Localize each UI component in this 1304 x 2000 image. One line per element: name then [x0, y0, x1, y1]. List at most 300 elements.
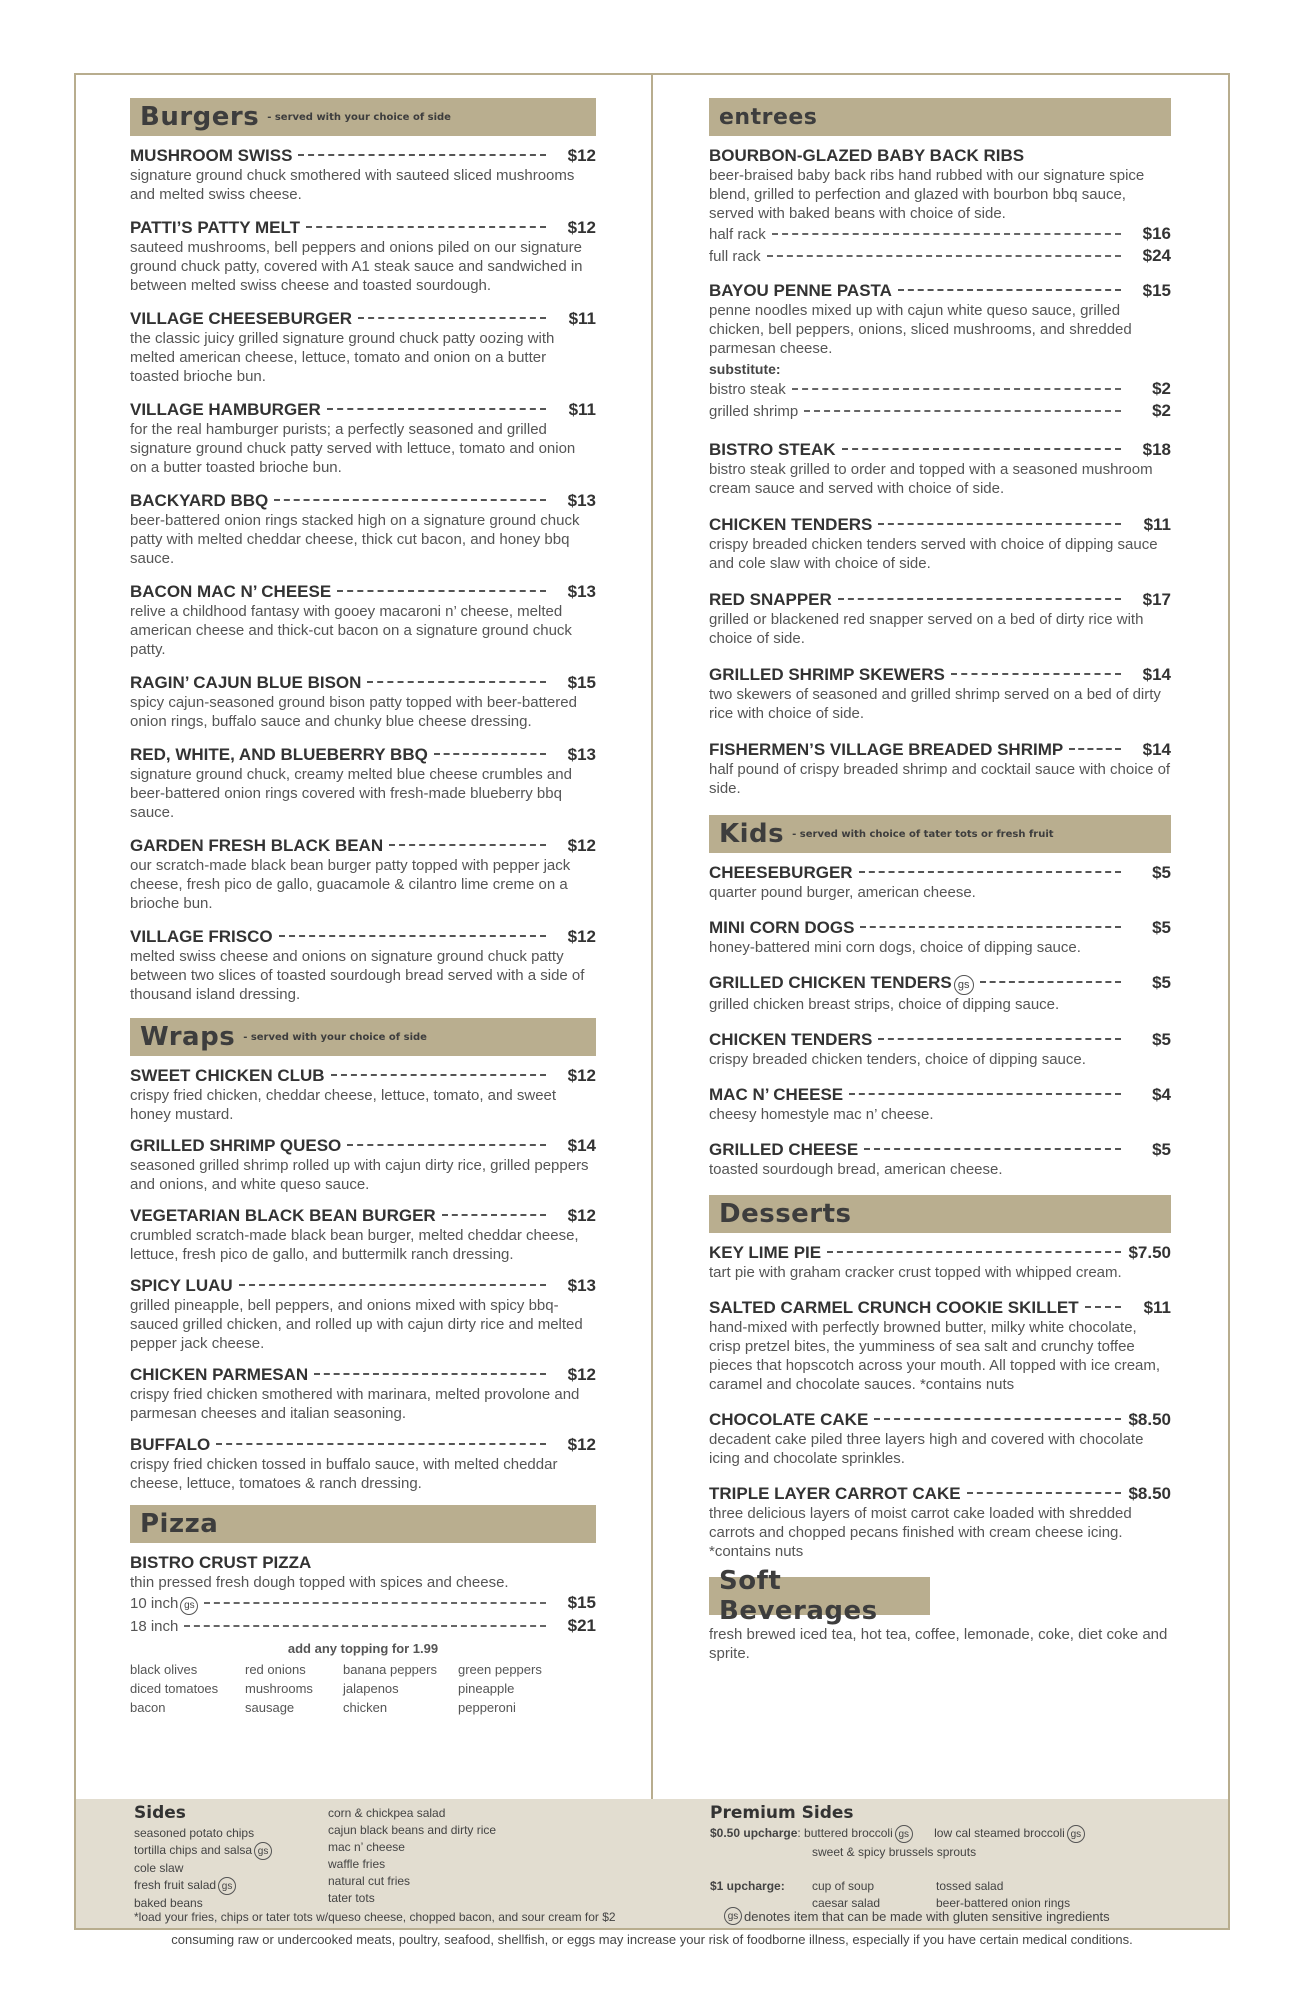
- menu-item-desc: beer-battered onion rings stacked high on a signature ground chuck patty with melted cheddar cheese, thick cut bacon, and honey bbq sauce.: [130, 512, 580, 567]
- menu-item-name: CHOCOLATE CAKE: [709, 1410, 869, 1429]
- menu-item-price: $12: [567, 927, 596, 946]
- menu-item-desc: tart pie with graham cracker crust topped with whipped cream.: [709, 1264, 1122, 1281]
- entrees-list: [709, 440, 1171, 798]
- leader-dots: [216, 1443, 546, 1445]
- menu-item-head: [130, 1206, 596, 1226]
- menu-item-name: GRILLED SHRIMP SKEWERS: [709, 665, 945, 684]
- menu-item-price: $14: [567, 1136, 596, 1155]
- menu-item-name: TRIPLE LAYER CARROT CAKE: [709, 1484, 961, 1503]
- menu-item-name: GRILLED SHRIMP QUESO: [130, 1136, 342, 1155]
- sides-column-1: [134, 1825, 272, 1912]
- leader-dots: [434, 753, 546, 755]
- pizza-desc: thin pressed fresh dough topped with spices and cheese.: [130, 1574, 509, 1591]
- entrees-title: entrees: [719, 104, 818, 130]
- menu-item-price: $12: [567, 146, 596, 165]
- premium-row-1: [710, 1825, 1085, 1843]
- leader-dots: [874, 1418, 1121, 1420]
- ribs-price2: $24: [1142, 246, 1171, 265]
- health-disclaimer: consuming raw or undercooked meats, poultry, seafood, shellfish, or eggs may increase your risk of foodborne illness, especially if you have certain medical conditions.: [171, 1932, 1133, 1947]
- burgers-banner: [130, 98, 596, 136]
- ribs-opt1: half rack: [709, 226, 766, 243]
- leader-dots: [838, 598, 1121, 600]
- left-column: [130, 98, 596, 1719]
- menu-item: [709, 918, 1171, 957]
- leader-dots: [1069, 748, 1121, 750]
- leader-dots: [849, 1093, 1121, 1095]
- menu-item: [130, 309, 596, 386]
- menu-item-name: CHICKEN TENDERS: [709, 1030, 873, 1049]
- menu-item-desc: grilled chicken breast strips, choice of dipping sauce.: [709, 996, 1060, 1013]
- menu-item-desc: honey-battered mini corn dogs, choice of dipping sauce.: [709, 939, 1081, 956]
- menu-item-name: MUSHROOM SWISS: [130, 146, 293, 165]
- menu-item-head: [709, 515, 1171, 535]
- menu-item: [130, 146, 596, 204]
- menu-item-desc: crispy fried chicken smothered with marinara, melted provolone and parmesan cheeses and italian seasoning.: [130, 1386, 580, 1422]
- menu-item-price: $5: [1152, 973, 1171, 992]
- ribs-price1: $16: [1142, 224, 1171, 243]
- menu-item: [709, 740, 1171, 798]
- menu-item-head: [130, 218, 596, 238]
- menu-item-desc: the classic juicy grilled signature ground chuck patty oozing with melted american cheese, lettuce, tomato and onion on a butter toasted brioche bun.: [130, 330, 555, 385]
- menu-item-name: FISHERMEN’S VILLAGE BREADED SHRIMP: [709, 740, 1064, 759]
- menu-item-name: MAC N’ CHEESE: [709, 1085, 844, 1104]
- menu-item: [130, 218, 596, 295]
- menu-item-price: $12: [567, 836, 596, 855]
- leader-dots: [864, 1148, 1121, 1150]
- penne-opt1: bistro steak: [709, 381, 786, 398]
- menu-item: [709, 665, 1171, 723]
- leader-dots: [951, 673, 1121, 675]
- leader-dots: [792, 388, 1121, 390]
- wraps-title: Wraps: [140, 1022, 236, 1052]
- premium-item: sweet & spicy brussels sprouts: [812, 1845, 977, 1859]
- leader-dots: [204, 1602, 546, 1604]
- wraps-list: [130, 1066, 596, 1493]
- menu-item-price: $18: [1142, 440, 1171, 459]
- menu-item-price: $15: [567, 673, 596, 692]
- side-item-label: cole slaw: [134, 1861, 184, 1875]
- column-divider: [651, 73, 653, 1799]
- menu-item: [709, 1243, 1171, 1282]
- menu-item-price: $8.50: [1128, 1484, 1171, 1503]
- premium-item: low cal steamed broccoli: [934, 1826, 1065, 1841]
- menu-item-name: CHEESEBURGER: [709, 863, 853, 882]
- wraps-banner: [130, 1018, 596, 1056]
- menu-item-desc: our scratch-made black bean burger patty topped with pepper jack cheese, fresh pico de gallo, guacamole & cilantro lime creme on a brioche bun.: [130, 857, 571, 912]
- side-item: cajun black beans and dirty rice: [328, 1823, 497, 1837]
- ribs-desc: beer-braised baby back ribs hand rubbed with our signature spice blend, grilled to perfection and glazed with bourbon bbq sauce, served with baked beans with choice of side.: [709, 167, 1145, 222]
- menu-item-name: KEY LIME PIE: [709, 1243, 822, 1262]
- premium-upcharge-1: $0.50 upcharge: [710, 1826, 798, 1841]
- burgers-title: Burgers: [140, 102, 260, 132]
- menu-item: [130, 745, 596, 822]
- menu-item-price: $5: [1152, 1030, 1171, 1049]
- topping-item: jalapenos: [343, 1680, 399, 1696]
- menu-item: [130, 1066, 596, 1124]
- penne-opt2: grilled shrimp: [709, 403, 799, 420]
- menu-item-name: RAGIN’ CAJUN BLUE BISON: [130, 673, 362, 692]
- pizza-size1-label: 10 inch: [130, 1595, 179, 1612]
- menu-item: [130, 582, 596, 659]
- menu-item-head: [709, 665, 1171, 685]
- leader-dots: [827, 1251, 1121, 1253]
- kids-title: Kids: [719, 819, 785, 849]
- menu-item: [130, 1365, 596, 1423]
- side-item-label: tortilla chips and salsa: [134, 1843, 253, 1858]
- side-item: mac n’ cheese: [328, 1840, 405, 1854]
- leader-dots: [859, 871, 1121, 873]
- menu-item-price: $14: [1142, 665, 1171, 684]
- penne-sub-label: substitute:: [709, 361, 781, 377]
- menu-item-price: $12: [567, 218, 596, 237]
- menu-item-name: BACKYARD BBQ: [130, 491, 269, 510]
- penne-item: [709, 281, 1171, 422]
- penne-price: $15: [1142, 281, 1171, 300]
- pizza-size2-label: 18 inch: [130, 1617, 179, 1635]
- side-item: corn & chickpea salad: [328, 1806, 446, 1820]
- penne-sub-shrimp: [709, 400, 1171, 422]
- side-item: [134, 1825, 272, 1842]
- desserts-title: Desserts: [719, 1199, 852, 1229]
- menu-item-desc: signature ground chuck, creamy melted blue cheese crumbles and beer-battered onion rings covered with fresh-made blueberry bbq sauce.: [130, 766, 572, 821]
- menu-item-name: PATTI’S PATTY MELT: [130, 218, 300, 237]
- ribs-opt2: full rack: [709, 248, 761, 265]
- topping-item: mushrooms: [245, 1680, 313, 1696]
- beverages-title: Soft Beverages: [719, 1566, 878, 1626]
- leader-dots: [804, 410, 1121, 412]
- menu-item-head: [130, 400, 596, 420]
- menu-item-desc: crispy fried chicken, cheddar cheese, lettuce, tomato, and sweet honey mustard.: [130, 1087, 557, 1123]
- premium-item: : buttered broccoli: [797, 1826, 893, 1841]
- pizza-banner: [130, 1505, 596, 1543]
- leader-dots: [314, 1373, 546, 1375]
- menu-item: [130, 673, 596, 731]
- menu-item-name: RED, WHITE, AND BLUEBERRY BBQ: [130, 745, 428, 764]
- penne-price1: $2: [1152, 379, 1171, 398]
- leader-dots: [767, 255, 1121, 257]
- side-item-label: fresh fruit salad: [134, 1878, 217, 1893]
- menu-item-desc: quarter pound burger, american cheese.: [709, 884, 976, 901]
- menu-item-name: CHICKEN PARMESAN: [130, 1365, 309, 1384]
- menu-item-price: $11: [568, 309, 596, 328]
- menu-item-head: [709, 740, 1171, 760]
- wraps-subtitle: - served with your choice of side: [243, 1031, 427, 1043]
- menu-item-head: [709, 1030, 1171, 1050]
- gluten-sensitive-icon: gs: [954, 975, 974, 995]
- side-item: waffle fries: [328, 1857, 386, 1871]
- sides-note: *load your fries, chips or tater tots w/queso cheese, chopped bacon, and sour cream for $2: [134, 1910, 616, 1924]
- pizza-name: BISTRO CRUST PIZZA: [130, 1553, 312, 1572]
- leader-dots: [358, 317, 546, 319]
- desserts-list: [709, 1243, 1171, 1561]
- leader-dots: [279, 935, 546, 937]
- right-column: [709, 98, 1171, 1663]
- menu-item: [130, 927, 596, 1004]
- leader-dots: [347, 1144, 546, 1146]
- menu-item: [709, 1030, 1171, 1069]
- menu-item-desc: two skewers of seasoned and grilled shrimp served on a bed of dirty rice with choice of side.: [709, 686, 1161, 722]
- menu-item: [130, 836, 596, 913]
- menu-item-name: VILLAGE CHEESEBURGER: [130, 309, 352, 328]
- premium-item: tossed salad: [936, 1879, 1004, 1893]
- menu-item-head: [130, 1365, 596, 1385]
- leader-dots: [842, 448, 1121, 450]
- menu-item-price: $12: [567, 1435, 596, 1454]
- menu-item: [709, 440, 1171, 498]
- side-item: tater tots: [328, 1891, 375, 1905]
- menu-item-name: MINI CORN DOGS: [709, 918, 855, 937]
- topping-item: chicken: [343, 1699, 388, 1715]
- menu-item-head: [130, 927, 596, 947]
- leader-dots: [980, 981, 1121, 983]
- menu-item: [709, 590, 1171, 648]
- premium-item: beer-battered onion rings: [936, 1896, 1071, 1910]
- topping-item: bacon: [130, 1699, 166, 1715]
- menu-item-desc: crispy breaded chicken tenders, choice of dipping sauce.: [709, 1051, 1086, 1068]
- gluten-sensitive-icon: gs: [895, 1825, 913, 1843]
- menu-item-price: $5: [1152, 863, 1171, 882]
- menu-item-name: VILLAGE FRISCO: [130, 927, 273, 946]
- menu-item-price: $11: [1143, 515, 1171, 534]
- menu-item: [130, 400, 596, 477]
- penne-name: BAYOU PENNE PASTA: [709, 281, 892, 300]
- menu-item-price: $5: [1152, 918, 1171, 937]
- pizza-size-10: [130, 1592, 596, 1615]
- topping-item: pepperoni: [458, 1699, 516, 1715]
- menu-item: [709, 1298, 1171, 1394]
- menu-item-head: [130, 491, 596, 511]
- menu-item-desc: decadent cake piled three layers high and covered with chocolate icing and chocolate sprinkles.: [709, 1431, 1144, 1467]
- leader-dots: [327, 408, 546, 410]
- menu-item: [709, 1085, 1171, 1124]
- menu-item-price: $11: [568, 400, 596, 419]
- menu-item: [130, 1276, 596, 1353]
- leader-dots: [967, 1492, 1121, 1494]
- side-item-label: baked beans: [134, 1896, 203, 1910]
- menu-item: [709, 1140, 1171, 1179]
- menu-item-name: BACON MAC N’ CHEESE: [130, 582, 332, 601]
- gluten-sensitive-icon: gs: [724, 1907, 742, 1925]
- ribs-half: [709, 223, 1171, 245]
- menu-item-name: GARDEN FRESH BLACK BEAN: [130, 836, 384, 855]
- leader-dots: [331, 1074, 546, 1076]
- menu-item-price: $11: [1143, 1298, 1171, 1317]
- menu-item-price: $5: [1152, 1140, 1171, 1159]
- menu-item-desc: crispy breaded chicken tenders served with choice of dipping sauce and cole slaw with choice of side.: [709, 536, 1158, 572]
- sides-band: [76, 1799, 1228, 1928]
- topping-item: banana peppers: [343, 1661, 437, 1677]
- ribs-name: BOURBON-GLAZED BABY BACK RIBS: [709, 146, 1025, 165]
- topping-item: green peppers: [458, 1661, 542, 1677]
- menu-item: [130, 1435, 596, 1493]
- menu-item-desc: for the real hamburger purists; a perfectly seasoned and grilled signature ground chuck patty served with lettuce, tomato and onion on a butter toasted brioche bun.: [130, 421, 576, 476]
- leader-dots: [442, 1214, 546, 1216]
- topping-item: sausage: [245, 1699, 295, 1715]
- menu-item-desc: half pound of crispy breaded shrimp and cocktail sauce with choice of side.: [709, 761, 1171, 797]
- menu-item: [709, 515, 1171, 573]
- menu-item-head: [709, 440, 1171, 460]
- penne-sub-steak: [709, 378, 1171, 400]
- menu-item-name: CHICKEN TENDERS: [709, 515, 873, 534]
- menu-item-desc: crispy fried chicken tossed in buffalo sauce, with melted cheddar cheese, lettuce, tomatoes & ranch dressing.: [130, 1456, 558, 1492]
- menu-item-head: [130, 745, 596, 765]
- gluten-sensitive-icon: gs: [180, 1597, 198, 1615]
- burgers-list: [130, 146, 596, 1004]
- ribs-head: [709, 146, 1171, 166]
- menu-item: [130, 1136, 596, 1194]
- side-item: [134, 1877, 272, 1895]
- menu-item-name: SALTED CARMEL CRUNCH COOKIE SKILLET: [709, 1298, 1079, 1317]
- menu-item-name: RED SNAPPER: [709, 590, 832, 609]
- ribs-item: [709, 146, 1171, 267]
- leader-dots: [274, 499, 546, 501]
- menu-item-desc: sauteed mushrooms, bell peppers and onions piled on our signature ground chuck patty, covered with A1 steak sauce and sandwiched in between melted swiss cheese and toasted sourdough.: [130, 239, 583, 294]
- menu-item-desc: spicy cajun-seasoned ground bison patty topped with beer-battered onion rings, buffalo sauce and chunky blue cheese dressing.: [130, 694, 577, 730]
- menu-item: [130, 491, 596, 568]
- penne-head: [709, 281, 1171, 301]
- menu-item-desc: relive a childhood fantasy with gooey macaroni n’ cheese, melted american cheese and thick-cut bacon on a signature ground chuck patty.: [130, 603, 572, 658]
- leader-dots: [337, 590, 546, 592]
- menu-item-desc: grilled or blackened red snapper served on a bed of dirty rice with choice of side.: [709, 611, 1144, 647]
- menu-item-price: $12: [567, 1066, 596, 1085]
- entrees-banner: [709, 98, 1171, 136]
- menu-item-head: [130, 1276, 596, 1296]
- leader-dots: [184, 1625, 546, 1627]
- menu-item-head: [130, 1435, 596, 1455]
- menu-item: [709, 1410, 1171, 1468]
- menu-item-name: GRILLED CHEESE: [709, 1140, 859, 1159]
- leader-dots: [239, 1284, 546, 1286]
- menu-item-price: $13: [567, 582, 596, 601]
- menu-item-name: SWEET CHICKEN CLUB: [130, 1066, 325, 1085]
- sides-column-2: [328, 1805, 496, 1907]
- menu-item: [709, 863, 1171, 902]
- menu-item: [130, 1206, 596, 1264]
- premium-upcharge-2: $1 upcharge:: [710, 1879, 785, 1893]
- menu-item-head: [130, 309, 596, 329]
- desserts-banner: [709, 1195, 1171, 1233]
- beverages-banner: [709, 1566, 930, 1626]
- beverages-desc: fresh brewed iced tea, hot tea, coffee, lemonade, coke, diet coke and sprite.: [709, 1626, 1168, 1662]
- burgers-subtitle: - served with your choice of side: [267, 111, 451, 123]
- toppings-grid: [130, 1660, 596, 1717]
- menu-item-desc: melted swiss cheese and onions on signature ground chuck patty between two slices of toasted sourdough bread served with a side of thousand island dressing.: [130, 948, 585, 1003]
- leader-dots: [306, 226, 546, 228]
- menu-item-head: [709, 1410, 1171, 1430]
- pizza-price1: $15: [567, 1593, 596, 1612]
- topping-item: black olives: [130, 1661, 198, 1677]
- menu-item-head: [709, 590, 1171, 610]
- menu-item-name: GRILLED CHICKEN TENDERS: [709, 973, 952, 992]
- menu-item-desc: crumbled scratch-made black bean burger, melted cheddar cheese, lettuce, fresh pico de gallo, and buttermilk ranch dressing.: [130, 1227, 579, 1263]
- menu-item-desc: grilled pineapple, bell peppers, and onions mixed with spicy bbq-sauced grilled chicken, and rolled up with cajun dirty rice and melted pepper jack cheese.: [130, 1297, 583, 1352]
- menu-item-name: BUFFALO: [130, 1435, 211, 1454]
- leader-dots: [878, 1038, 1121, 1040]
- menu-item-desc: hand-mixed with perfectly browned butter, milky white chocolate, crisp pretzel bites, the yumminess of sea salt and crunchy toffee pieces that hopscotch across your mouth. All topped with ice cream, caramel and chocolate sauces. *contains nuts: [709, 1319, 1161, 1393]
- pizza-price2: $21: [567, 1615, 596, 1635]
- gluten-sensitive-icon: gs: [218, 1877, 236, 1895]
- menu-item-price: $13: [567, 1276, 596, 1295]
- menu-item-name: SPICY LUAU: [130, 1276, 233, 1295]
- sides-title: Sides: [134, 1803, 186, 1823]
- menu-item-desc: seasoned grilled shrimp rolled up with cajun dirty rice, grilled peppers and onions, and white queso sauce.: [130, 1157, 589, 1193]
- menu-item-desc: three delicious layers of moist carrot cake loaded with shredded carrots and chopped pecans finished with cream cheese icing. *contains nuts: [709, 1505, 1132, 1560]
- menu-item-head: [709, 863, 1171, 883]
- pizza-title: Pizza: [140, 1509, 219, 1539]
- leader-dots: [898, 289, 1121, 291]
- menu-item-price: $13: [567, 745, 596, 764]
- leader-dots: [772, 233, 1121, 235]
- menu-item-head: [709, 1243, 1171, 1263]
- menu-item-name: BISTRO STEAK: [709, 440, 836, 459]
- menu-item-head: [130, 673, 596, 693]
- menu-item-head: [130, 146, 596, 166]
- side-item: [134, 1860, 272, 1877]
- menu-item: [709, 1484, 1171, 1561]
- menu-item-head: [709, 1085, 1171, 1105]
- menu-item-head: [709, 918, 1171, 938]
- menu-item-price: $4: [1152, 1085, 1171, 1104]
- leader-dots: [389, 844, 546, 846]
- pizza-size-18: [130, 1615, 596, 1637]
- leader-dots: [367, 681, 546, 683]
- side-item: [134, 1842, 272, 1860]
- pizza-head: [130, 1553, 596, 1573]
- menu-item-price: $7.50: [1128, 1243, 1171, 1262]
- menu-item-head: [130, 1136, 596, 1156]
- side-item: natural cut fries: [328, 1874, 411, 1888]
- kids-subtitle: - served with choice of tater tots or fresh fruit: [792, 828, 1054, 840]
- topping-item: diced tomatoes: [130, 1680, 219, 1696]
- menu-item-desc: cheesy homestyle mac n’ cheese.: [709, 1106, 934, 1123]
- menu-item-price: $17: [1142, 590, 1171, 609]
- topping-item: pineapple: [458, 1680, 515, 1696]
- menu-item: [709, 973, 1171, 1014]
- menu-item-head: [709, 973, 1171, 995]
- menu-item-price: $12: [567, 1365, 596, 1384]
- topping-item: red onions: [245, 1661, 306, 1677]
- menu-item-desc: toasted sourdough bread, american cheese.: [709, 1161, 1003, 1178]
- gluten-sensitive-icon: gs: [254, 1842, 272, 1860]
- premium-item: cup of soup: [812, 1879, 875, 1893]
- menu-item-price: $13: [567, 491, 596, 510]
- penne-price2: $2: [1152, 401, 1171, 420]
- menu-item-price: $14: [1142, 740, 1171, 759]
- gs-legend-text: denotes item that can be made with gluten sensitive ingredients: [744, 1908, 1110, 1924]
- gs-legend: [722, 1907, 1110, 1925]
- ribs-full: [709, 245, 1171, 267]
- menu-item-head: [130, 1066, 596, 1086]
- menu-item-price: $8.50: [1128, 1410, 1171, 1429]
- menu-item-head: [709, 1298, 1171, 1318]
- premium-item: caesar salad: [812, 1896, 881, 1910]
- leader-dots: [878, 523, 1121, 525]
- premium-sides-title: Premium Sides: [710, 1803, 854, 1823]
- kids-banner: [709, 815, 1171, 853]
- leader-dots: [1085, 1306, 1121, 1308]
- menu-item-head: [130, 582, 596, 602]
- penne-desc: penne noodles mixed up with cajun white queso sauce, grilled chicken, bell peppers, onions, sliced mushrooms, and shredded parmesan cheese.: [709, 302, 1132, 357]
- menu-item-name: VEGETARIAN BLACK BEAN BURGER: [130, 1206, 436, 1225]
- menu-item-head: [709, 1484, 1171, 1504]
- toppings-title: add any topping for 1.99: [287, 1640, 439, 1656]
- menu-item-name: VILLAGE HAMBURGER: [130, 400, 321, 419]
- menu-item-head: [709, 1140, 1171, 1160]
- menu-item-head: [130, 836, 596, 856]
- menu-item-price: $12: [567, 1206, 596, 1225]
- pizza-item: [130, 1553, 596, 1717]
- menu-item-desc: signature ground chuck smothered with sauteed sliced mushrooms and melted swiss cheese.: [130, 167, 575, 203]
